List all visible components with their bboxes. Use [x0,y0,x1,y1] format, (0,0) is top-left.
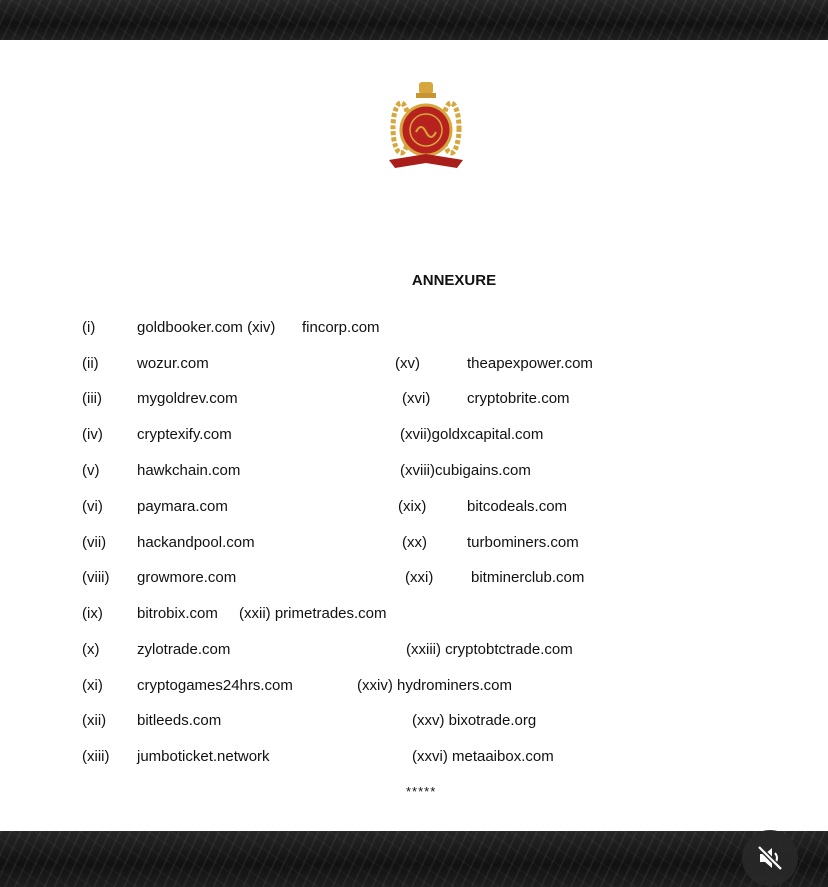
right-item-10: (xxiv) hydrominers.com [357,677,513,694]
right-item-6-site: turbominers.com [467,534,579,551]
left-item-8-number: (ix) [82,605,103,622]
left-item-2-site: mygoldrev.com [137,390,238,407]
muted-speaker-icon [755,843,785,873]
left-item-6-number: (vii) [82,534,107,551]
left-item-11-number: (xii) [82,712,107,729]
left-item-3-number: (iv) [82,426,103,443]
left-item-5-site: paymara.com [137,498,228,515]
end-marker: ***** [406,784,437,799]
emblem-icon [385,80,467,172]
right-item-7-number: (xxi) [405,569,434,586]
right-item-8: (xxii) primetrades.com [239,605,387,622]
document-page [0,40,828,831]
right-item-0-site: fincorp.com [302,319,380,336]
right-item-2-site: cryptobrite.com [467,390,570,407]
right-item-5-site: bitcodeals.com [467,498,568,515]
right-item-4: (xviii)cubigains.com [400,462,531,479]
left-item-12-site: jumboticket.network [137,748,270,765]
background-bottom [0,831,828,887]
left-item-6-site: hackandpool.com [137,534,255,551]
right-item-1-site: theapexpower.com [467,355,593,372]
right-item-5-number: (xix) [398,498,427,515]
right-item-9: (xxiii) cryptobtctrade.com [406,641,573,658]
left-item-9-number: (x) [82,641,100,658]
left-item-10-site: cryptogames24hrs.com [137,677,293,694]
right-item-7-site: bitminerclub.com [471,569,585,586]
right-item-6-number: (xx) [402,534,427,551]
left-item-7-number: (viii) [82,569,110,586]
right-item-12: (xxvi) metaaibox.com [412,748,554,765]
left-item-5-number: (vi) [82,498,103,515]
left-item-10-number: (xi) [82,677,103,694]
left-item-1-site: wozur.com [137,355,209,372]
annexure-heading: ANNEXURE [411,272,497,289]
right-item-1-number: (xv) [395,355,420,372]
left-item-11-site: bitleeds.com [137,712,222,729]
left-item-3-site: cryptexify.com [137,426,232,443]
left-item-2-number: (iii) [82,390,102,407]
left-item-12-number: (xiii) [82,748,110,765]
right-item-3: (xvii)goldxcapital.com [400,426,544,443]
left-item-7-site: growmore.com [137,569,237,586]
left-item-0-site: goldbooker.com (xiv) [137,319,276,336]
left-item-1-number: (ii) [82,355,99,372]
left-item-4-number: (v) [82,462,100,479]
right-item-11: (xxv) bixotrade.org [412,712,537,729]
left-item-0-number: (i) [82,319,96,336]
left-item-8-site: bitrobix.com [137,605,218,622]
left-item-9-site: zylotrade.com [137,641,231,658]
background-top [0,0,828,40]
left-item-4-site: hawkchain.com [137,462,241,479]
mute-button[interactable] [742,830,798,886]
right-item-2-number: (xvi) [402,390,431,407]
